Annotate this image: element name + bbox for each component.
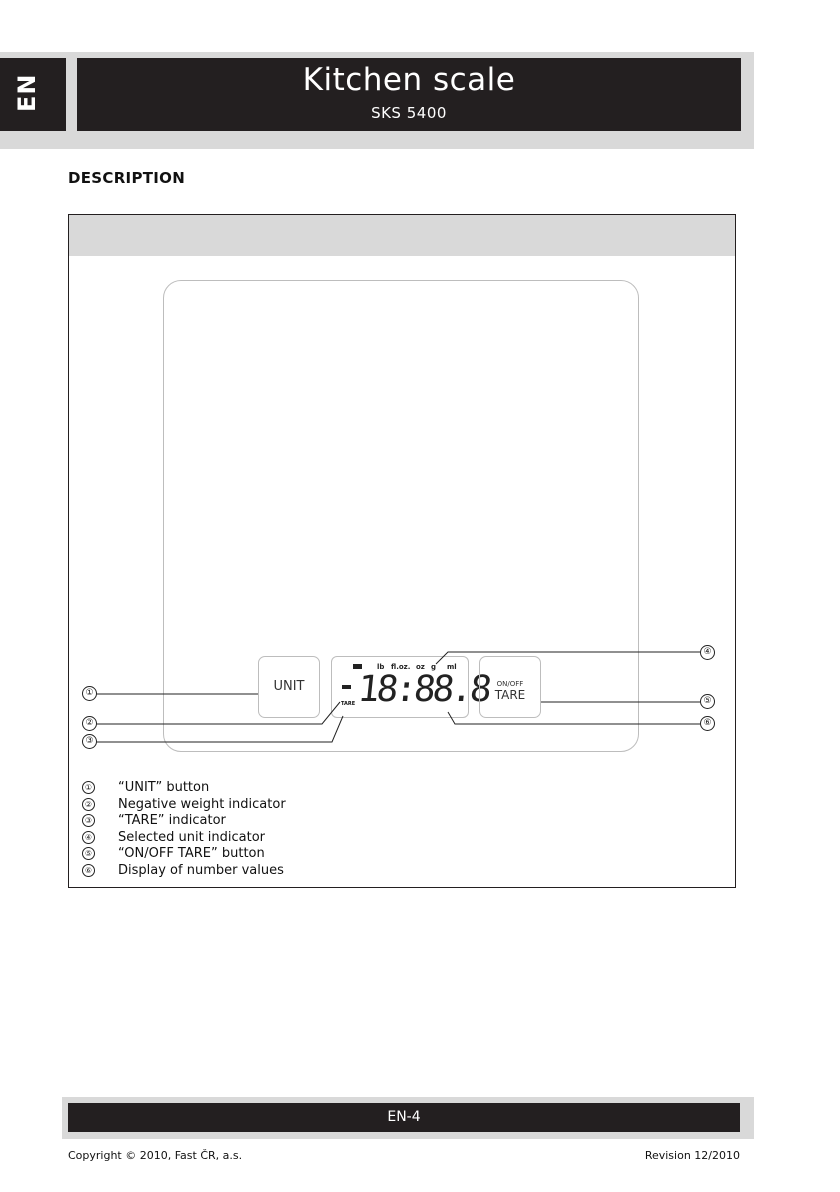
legend-number: ⑤ xyxy=(82,847,95,860)
callout-3: ③ xyxy=(82,734,97,749)
leader-3 xyxy=(97,716,343,742)
section-heading: DESCRIPTION xyxy=(68,169,186,187)
copyright-text: Copyright © 2010, Fast ČR, a.s. xyxy=(68,1149,243,1162)
legend-text: Display of number values xyxy=(118,862,284,878)
legend-text: “TARE” indicator xyxy=(118,813,226,828)
language-label: EN xyxy=(13,73,41,112)
footer-bar xyxy=(68,1103,740,1132)
legend-number: ③ xyxy=(82,814,95,827)
callout-5: ⑤ xyxy=(700,694,715,709)
display-digits: 18:88.8 xyxy=(355,669,491,710)
callout-1: ① xyxy=(82,686,97,701)
legend-number: ⑥ xyxy=(82,864,95,877)
leader-2 xyxy=(97,702,340,724)
callout-2: ② xyxy=(82,716,97,731)
unit-lb: lb xyxy=(377,663,385,671)
model-subtitle: SKS 5400 xyxy=(371,104,447,122)
legend-number: ④ xyxy=(82,831,95,844)
unit-button-label: UNIT xyxy=(273,679,305,694)
callout-6: ⑥ xyxy=(700,716,715,731)
legend-text: “ON/OFF TARE” button xyxy=(118,846,265,861)
legend-number: ① xyxy=(82,781,95,794)
unit-ml: ml xyxy=(447,663,457,671)
callout-4: ④ xyxy=(700,645,715,660)
unit-oz: oz xyxy=(416,663,425,671)
tare-label: TARE xyxy=(494,688,526,702)
legend-text: Negative weight indicator xyxy=(118,796,286,812)
legend-text: Selected unit indicator xyxy=(118,829,266,845)
leader-6 xyxy=(448,712,700,724)
unit-g: g xyxy=(431,663,437,671)
legend-text: “UNIT” button xyxy=(118,780,210,795)
unit-floz: fl.oz. xyxy=(391,663,411,671)
revision-text: Revision 12/2010 xyxy=(644,1149,740,1162)
leader-4 xyxy=(436,652,700,664)
legend-number: ② xyxy=(82,798,95,811)
tare-indicator: TARE xyxy=(341,701,356,707)
page-number: EN-4 xyxy=(387,1109,421,1125)
page-title: Kitchen scale xyxy=(302,62,516,98)
onoff-label: ON/OFF xyxy=(496,680,524,688)
